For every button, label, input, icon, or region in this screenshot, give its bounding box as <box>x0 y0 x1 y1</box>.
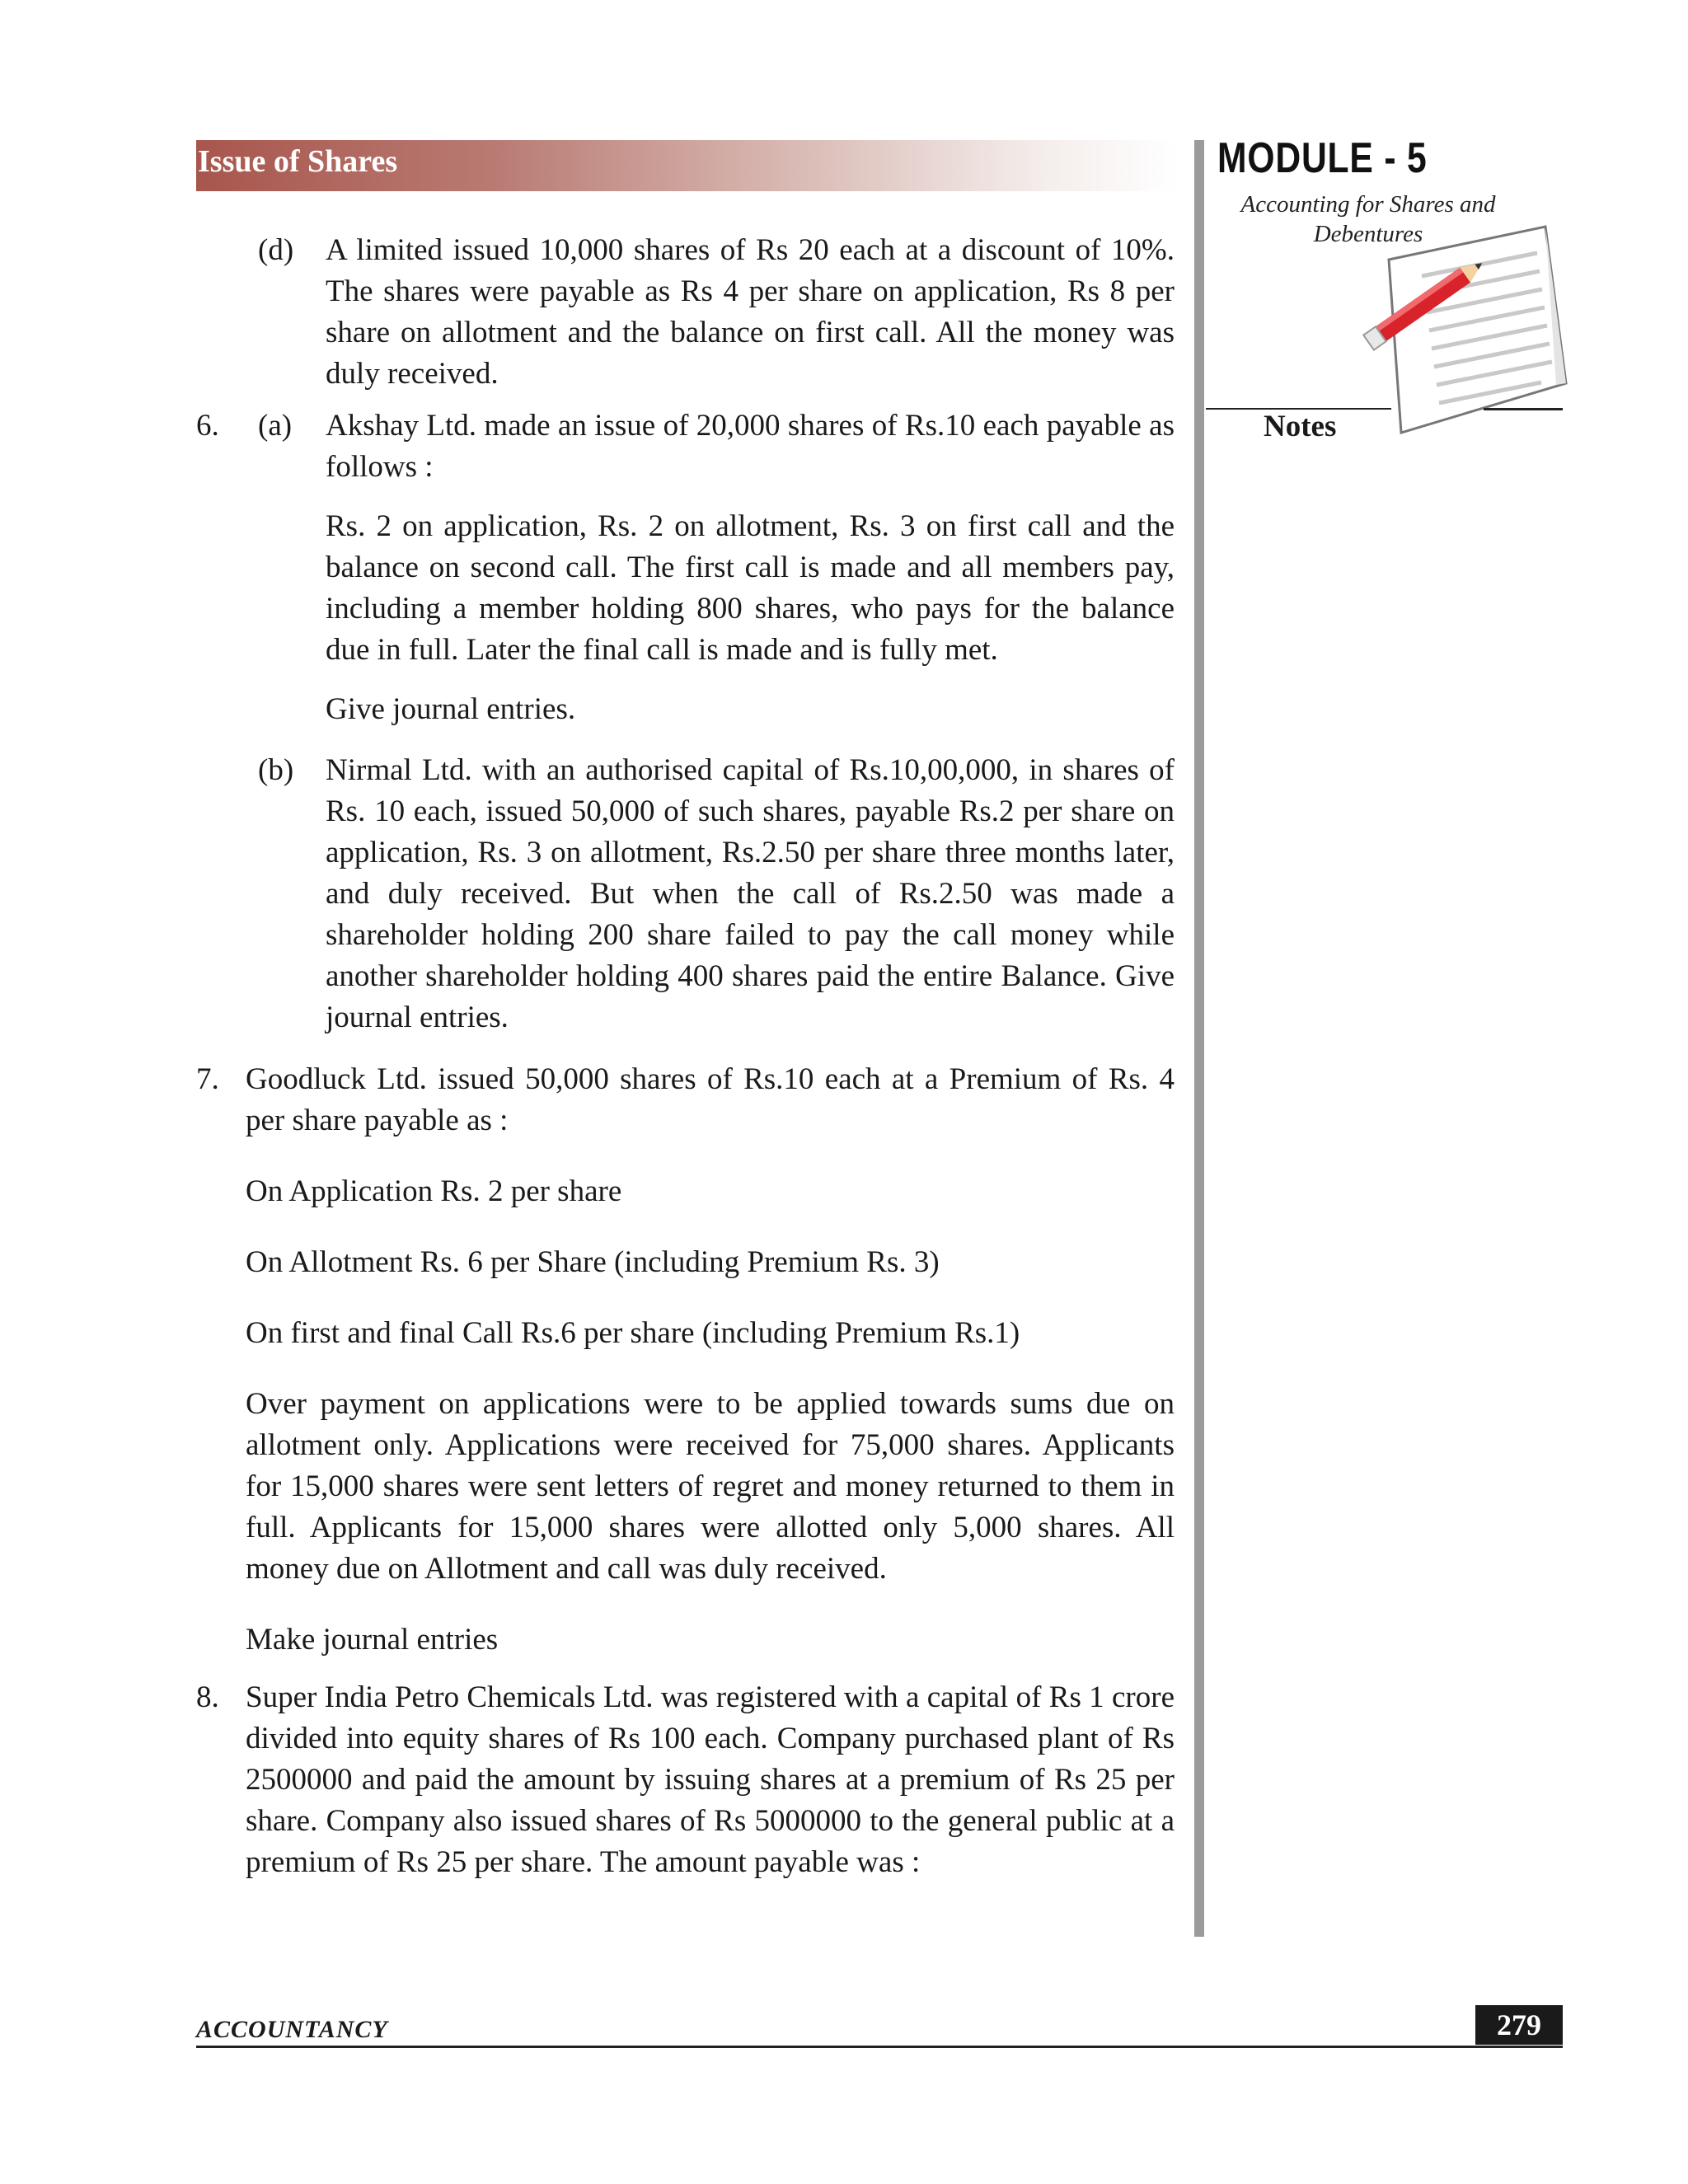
question-6b <box>326 750 1175 1038</box>
footer-subject: ACCOUNTANCY <box>196 2016 388 2043</box>
notes-label: Notes <box>1264 410 1337 443</box>
module-title: MODULE - 5 <box>1217 134 1428 182</box>
question-6a-terms: Rs. 2 on application, Rs. 2 on allotment, Rs. 3 on first call and the balance on second call. The first call is made and all members pay, including a member holding 800 shares, who pays for the balance due in full. Later the final call is made and is fully met. <box>326 509 1175 667</box>
question-7-instruction: Make journal entries <box>246 1623 499 1657</box>
footer-rule <box>196 2046 1563 2048</box>
section-title: Issue of Shares <box>198 144 398 179</box>
page-number: 279 <box>1475 2005 1563 2045</box>
item-marker-6b: (b) <box>258 753 294 787</box>
question-5d-text: A limited issued 10,000 shares of Rs 20 each at a discount of 10%. The shares were payable as Rs 4 per share on application, Rs 8 per share on allotment and the balance on first call. All the money was duly received. <box>326 233 1175 391</box>
section-header-band <box>196 140 1177 191</box>
question-7-call: On first and final Call Rs.6 per share (including Premium Rs.1) <box>246 1316 1020 1350</box>
question-number-7: 7. <box>196 1062 219 1096</box>
question-8 <box>246 1677 1175 1883</box>
item-marker-5d: (d) <box>258 233 294 267</box>
question-7-intro: Goodluck Ltd. issued 50,000 shares of Rs.10 each at a Premium of Rs. 4 per share payable as : <box>246 1062 1175 1137</box>
question-5d <box>326 230 1175 395</box>
question-6a-intro: Akshay Ltd. made an issue of 20,000 shares of Rs.10 each payable as follows : <box>326 409 1175 484</box>
question-8-text: Super India Petro Chemicals Ltd. was registered with a capital of Rs 1 crore divided into equity shares of Rs 100 each. Company purchased plant of Rs 2500000 and paid the amount by issuing shares at a premium of Rs 25 per share. Company also issued shares of Rs 5000000 to the general public at a premium of Rs 25 per share. The amount payable was : <box>246 1680 1175 1879</box>
notes-rule-right <box>1484 408 1563 410</box>
question-number-6: 6. <box>196 409 219 443</box>
item-marker-6a: (a) <box>258 409 293 443</box>
margin-divider <box>1194 140 1204 1937</box>
question-6a-instruction: Give journal entries. <box>326 692 576 726</box>
question-7 <box>246 1059 1175 1661</box>
question-6a <box>326 405 1175 730</box>
question-number-8: 8. <box>196 1680 219 1714</box>
question-7-application: On Application Rs. 2 per share <box>246 1174 622 1208</box>
question-7-details: Over payment on applications were to be applied towards sums due on allotment only. Applications were received for 75,000 shares. Applicants for 15,000 shares were sent letters of regret and money returned to them in full. Applicants for 15,000 shares were allotted only 5,000 shares. All money due on Allotment and call was duly received. <box>246 1387 1175 1586</box>
question-6b-text: Nirmal Ltd. with an authorised capital of Rs.10,00,000, in shares of Rs. 10 each, issued 50,000 of such shares, payable Rs.2 per share on application, Rs. 3 on allotment, Rs.2.50 per share three months later, and duly received. But when the call of Rs.2.50 was made a shareholder holding 200 share failed to pay the call money while another shareholder holding 400 shares paid the entire Balance. Give journal entries. <box>326 753 1175 1034</box>
module-subtitle: Accounting for Shares and Debentures <box>1240 191 1496 247</box>
question-7-allotment: On Allotment Rs. 6 per Share (including Premium Rs. 3) <box>246 1245 940 1279</box>
notepad-with-pencil-icon <box>1352 210 1574 449</box>
